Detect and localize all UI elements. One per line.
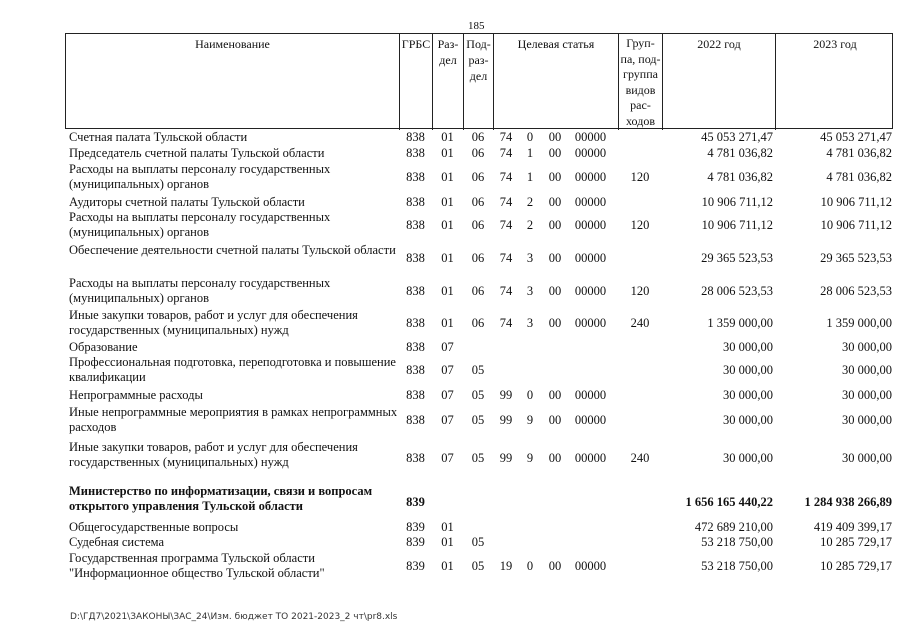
- row-grbs: 838: [406, 146, 425, 160]
- row-value-2023: 419 409 399,17: [813, 520, 892, 534]
- row-podrazdel: 06: [471, 146, 485, 160]
- row-target-subprogram: 1: [526, 170, 534, 184]
- row-grbs: 838: [406, 316, 425, 330]
- row-value-2022: 1 656 165 440,22: [685, 495, 773, 509]
- row-podrazdel: 05: [471, 535, 485, 549]
- row-target-code: 00000: [574, 316, 607, 330]
- row-value-2023: 30 000,00: [842, 451, 892, 465]
- row-name: Общегосударственные вопросы: [69, 520, 239, 534]
- row-razdel: 01: [441, 284, 454, 298]
- row-target-code: 00000: [574, 559, 607, 573]
- table-row: [65, 405, 893, 437]
- row-value-2023: 45 053 271,47: [820, 130, 892, 144]
- row-razdel: 01: [441, 146, 454, 160]
- row-name: Председатель счетной палаты Тульской области: [69, 146, 325, 160]
- row-value-2022: 1 359 000,00: [707, 316, 773, 330]
- row-value-2023: 10 906 711,12: [820, 218, 892, 232]
- row-podrazdel: 05: [471, 559, 485, 573]
- table-row: [65, 276, 893, 308]
- table-row: [65, 308, 893, 340]
- table-header: [65, 33, 893, 129]
- row-target-program: 74: [499, 251, 513, 265]
- row-podrazdel: 06: [471, 284, 485, 298]
- row-name: Аудиторы счетной палаты Тульской области: [69, 195, 305, 209]
- row-name: Иные непрограммные мероприятия в рамках непрограммных расходов: [69, 405, 398, 434]
- row-value-2023: 30 000,00: [842, 340, 892, 354]
- row-podrazdel: 06: [471, 130, 485, 144]
- row-target-direction: 00: [548, 559, 562, 573]
- row-target-subprogram: 1: [526, 146, 534, 160]
- row-expense-group: 120: [630, 170, 650, 184]
- row-target-direction: 00: [548, 130, 562, 144]
- row-target-direction: 00: [548, 451, 562, 465]
- row-name: Счетная палата Тульской области: [69, 130, 248, 144]
- page-number: 185: [468, 20, 485, 32]
- header-podrazdel: Под- раз- дел: [464, 34, 494, 130]
- table-row: [65, 162, 893, 194]
- row-target-subprogram: 3: [526, 284, 534, 298]
- table-row: [65, 146, 893, 161]
- row-name: Профессиональная подготовка, переподготовка и повышение квалификации: [69, 355, 396, 384]
- row-value-2022: 30 000,00: [723, 363, 773, 377]
- row-target-program: 74: [499, 170, 513, 184]
- table-row: [65, 130, 893, 145]
- row-target-program: 19: [499, 559, 513, 573]
- row-podrazdel: 05: [471, 413, 485, 427]
- row-value-2023: 10 285 729,17: [820, 559, 892, 573]
- row-expense-group: 240: [630, 451, 650, 465]
- row-target-subprogram: 0: [526, 130, 534, 144]
- row-expense-group: 120: [630, 284, 650, 298]
- row-target-program: 74: [499, 146, 513, 160]
- row-target-subprogram: 9: [526, 451, 534, 465]
- row-razdel: 07: [441, 340, 454, 354]
- row-razdel: 01: [441, 559, 454, 573]
- header-name: Наименование: [66, 34, 400, 130]
- row-value-2023: 10 285 729,17: [820, 535, 892, 549]
- row-grbs: 838: [406, 388, 425, 402]
- row-podrazdel: 06: [471, 195, 485, 209]
- row-target-subprogram: 3: [526, 251, 534, 265]
- row-name: Обеспечение деятельности счетной палаты Тульской области: [69, 243, 396, 257]
- row-value-2022: 10 906 711,12: [701, 195, 773, 209]
- row-name: Расходы на выплаты персоналу государственных (муниципальных) органов: [69, 162, 331, 191]
- row-grbs: 838: [406, 340, 425, 354]
- table-row: [65, 440, 893, 478]
- row-target-direction: 00: [548, 284, 562, 298]
- row-name: Непрограммные расходы: [69, 388, 203, 402]
- row-value-2022: 30 000,00: [723, 451, 773, 465]
- row-grbs: 839: [406, 520, 425, 534]
- row-target-code: 00000: [574, 451, 607, 465]
- row-value-2022: 53 218 750,00: [701, 559, 773, 573]
- row-target-code: 00000: [574, 413, 607, 427]
- row-grbs: 838: [406, 284, 425, 298]
- row-podrazdel: 05: [471, 388, 485, 402]
- row-target-program: 74: [499, 195, 513, 209]
- file-path-footer: D:\ГД7\2021\ЗАКОНЫ\ЗАС_24\Изм. бюджет ТО 2021-2023_2 чт\pr8.xls: [70, 612, 398, 622]
- row-target-code: 00000: [574, 170, 607, 184]
- header-group: Груп- па, под- группа видов рас- ходов: [619, 34, 663, 130]
- row-value-2022: 4 781 036,82: [707, 146, 773, 160]
- row-target-program: 99: [499, 413, 513, 427]
- header-2023: 2023 год: [813, 37, 857, 51]
- row-target-direction: 00: [548, 316, 562, 330]
- row-value-2023: 10 906 711,12: [820, 195, 892, 209]
- row-name: Иные закупки товаров, работ и услуг для обеспечения государственных (муниципальных) нужд: [69, 440, 358, 469]
- row-target-direction: 00: [548, 388, 562, 402]
- row-value-2022: 29 365 523,53: [701, 251, 773, 265]
- row-grbs: 839: [406, 559, 425, 573]
- row-target-subprogram: 2: [526, 218, 534, 232]
- row-value-2022: 472 689 210,00: [694, 520, 773, 534]
- row-value-2022: 28 006 523,53: [701, 284, 773, 298]
- row-value-2022: 45 053 271,47: [701, 130, 773, 144]
- row-target-subprogram: 3: [526, 316, 534, 330]
- table-row: [65, 388, 893, 403]
- row-razdel: 01: [441, 535, 454, 549]
- row-name: Судебная система: [69, 535, 165, 549]
- row-name: Иные закупки товаров, работ и услуг для обеспечения государственных (муниципальных) нужд: [69, 308, 358, 337]
- row-target-program: 99: [499, 451, 513, 465]
- row-target-direction: 00: [548, 413, 562, 427]
- row-target-direction: 00: [548, 251, 562, 265]
- table-row: [65, 195, 893, 210]
- row-value-2023: 4 781 036,82: [826, 170, 892, 184]
- row-razdel: 01: [441, 170, 454, 184]
- row-name: Государственная программа Тульской области "Информационное общество Тульской области": [69, 551, 325, 580]
- row-expense-group: 240: [630, 316, 650, 330]
- row-podrazdel: 06: [471, 170, 485, 184]
- header-razdel: Раз- дел: [433, 34, 464, 130]
- row-target-program: 99: [499, 388, 513, 402]
- table-row: [65, 535, 893, 550]
- row-target-subprogram: 0: [526, 388, 534, 402]
- row-target-code: 00000: [574, 284, 607, 298]
- row-target-subprogram: 2: [526, 195, 534, 209]
- row-target-subprogram: 0: [526, 559, 534, 573]
- row-podrazdel: 05: [471, 363, 485, 377]
- table-row: [65, 340, 893, 355]
- row-razdel: 07: [441, 388, 454, 402]
- table-row: [65, 243, 893, 275]
- row-razdel: 01: [441, 195, 454, 209]
- row-value-2022: 30 000,00: [723, 413, 773, 427]
- row-target-direction: 00: [548, 218, 562, 232]
- table-row: [65, 484, 893, 522]
- table-row: [65, 210, 893, 242]
- row-target-direction: 00: [548, 170, 562, 184]
- table-row: [65, 520, 893, 535]
- row-razdel: 01: [441, 130, 454, 144]
- row-grbs: 839: [406, 535, 425, 549]
- row-grbs: 838: [406, 363, 425, 377]
- row-target-program: 74: [499, 284, 513, 298]
- row-grbs: 838: [406, 451, 425, 465]
- row-value-2023: 30 000,00: [842, 388, 892, 402]
- row-grbs: 838: [406, 251, 425, 265]
- row-value-2023: 4 781 036,82: [826, 146, 892, 160]
- row-value-2022: 30 000,00: [723, 388, 773, 402]
- row-grbs: 838: [406, 218, 425, 232]
- row-value-2023: 30 000,00: [842, 413, 892, 427]
- row-razdel: 01: [441, 218, 454, 232]
- row-target-code: 00000: [574, 218, 607, 232]
- row-podrazdel: 06: [471, 251, 485, 265]
- row-podrazdel: 05: [471, 451, 485, 465]
- row-name: Расходы на выплаты персоналу государственных (муниципальных) органов: [69, 210, 331, 239]
- row-razdel: 07: [441, 451, 454, 465]
- row-target-direction: 00: [548, 146, 562, 160]
- row-grbs: 838: [406, 170, 425, 184]
- row-value-2023: 1 359 000,00: [826, 316, 892, 330]
- row-value-2022: 53 218 750,00: [701, 535, 773, 549]
- header-grbs: ГРБС: [400, 34, 433, 130]
- row-target-program: 74: [499, 218, 513, 232]
- row-name: Министерство по информатизации, связи и вопросам открытого управления Тульской области: [69, 484, 373, 513]
- row-expense-group: 120: [630, 218, 650, 232]
- row-value-2023: 29 365 523,53: [820, 251, 892, 265]
- row-name: Образование: [69, 340, 138, 354]
- row-value-2023: 28 006 523,53: [820, 284, 892, 298]
- row-value-2023: 30 000,00: [842, 363, 892, 377]
- row-target-code: 00000: [574, 388, 607, 402]
- row-target-direction: 00: [548, 195, 562, 209]
- row-grbs: 838: [406, 130, 425, 144]
- row-grbs: 838: [406, 195, 425, 209]
- row-razdel: 01: [441, 316, 454, 330]
- row-value-2023: 1 284 938 266,89: [804, 495, 892, 509]
- row-value-2022: 10 906 711,12: [701, 218, 773, 232]
- table-row: [65, 551, 893, 583]
- header-target: Целевая статья: [494, 34, 619, 130]
- row-target-program: 74: [499, 316, 513, 330]
- row-razdel: 07: [441, 363, 454, 377]
- row-razdel: 01: [441, 251, 454, 265]
- table-row: [65, 355, 893, 387]
- row-target-subprogram: 9: [526, 413, 534, 427]
- row-target-code: 00000: [574, 130, 607, 144]
- row-value-2022: 30 000,00: [723, 340, 773, 354]
- row-value-2022: 4 781 036,82: [707, 170, 773, 184]
- row-grbs: 839: [406, 495, 425, 509]
- row-target-code: 00000: [574, 146, 607, 160]
- row-razdel: 07: [441, 413, 454, 427]
- header-2022: 2022 год: [663, 34, 776, 130]
- row-name: Расходы на выплаты персоналу государственных (муниципальных) органов: [69, 276, 331, 305]
- row-podrazdel: 06: [471, 218, 485, 232]
- row-razdel: 01: [441, 520, 454, 534]
- row-target-code: 00000: [574, 195, 607, 209]
- row-target-program: 74: [499, 130, 513, 144]
- row-grbs: 838: [406, 413, 425, 427]
- row-podrazdel: 06: [471, 316, 485, 330]
- row-target-code: 00000: [574, 251, 607, 265]
